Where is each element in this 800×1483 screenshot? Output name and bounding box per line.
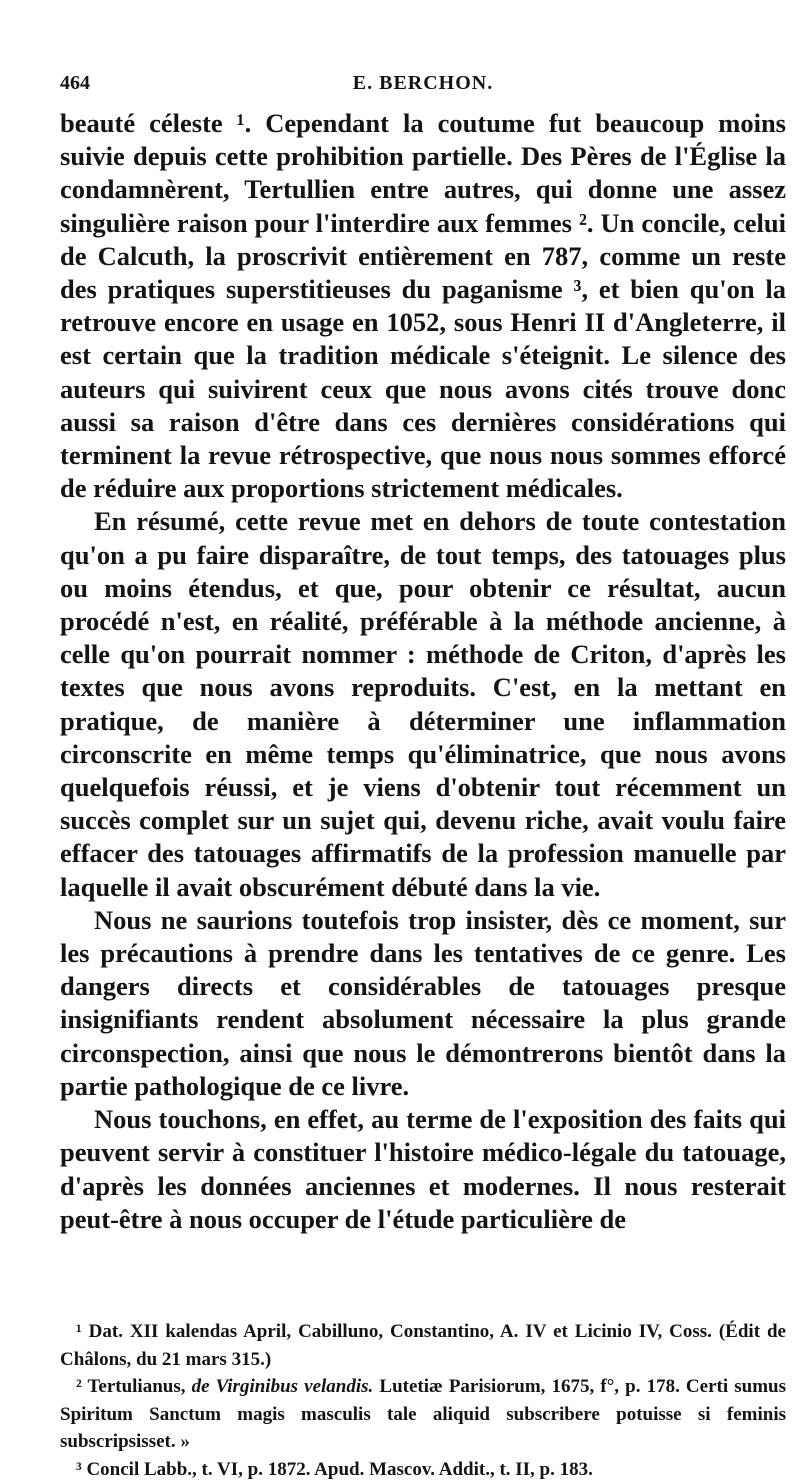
paragraph-1: beauté céleste ¹. Cependant la coutume fut beaucoup moins suivie depuis cette prohibition partielle. Des Pères de l'Église la condamnèrent, Tertullien entre autres, qui donne une assez singulière raison pour l'interdire aux femmes ². Un concile, celui de Calcuth, la proscrivit entièrement en 787, comme un reste des pratiques superstitieuses du paganisme ³, et bien qu'on la retrouve encore en usage en 1052, sous Henri II d'Angleterre, il est certain que la tradition médicale s'éteignit. Le silence des auteurs qui suivirent ceux que nous avons cités trouve donc aussi sa raison d'être dans ces dernières considérations qui terminent la revue rétrospective, que nous nous sommes efforcé de réduire aux proportions strictement médicales. xyxy=(60,107,786,505)
page-header xyxy=(60,72,786,100)
footnote-2-title: de Virginibus velandis. xyxy=(192,1376,374,1397)
footnote-2 xyxy=(60,1373,786,1456)
footnote-2-rest: Lutetiæ Parisiorum, 1675, f°, p. 178. Certi sumus Spiritum Sanctum magis masculis tale aliquid subscribere potuisse si feminis subscripsisset. » xyxy=(60,1376,786,1452)
footnote-2-author: ² Tertulianus, xyxy=(76,1376,192,1397)
page-number: 464 xyxy=(60,72,90,95)
running-title: E. BERCHON. xyxy=(60,72,786,95)
footnote-3: ³ Concil Labb., t. VI, p. 1872. Apud. Mascov. Addit., t. II, p. 183. xyxy=(60,1456,786,1483)
footnote-1: ¹ Dat. XII kalendas April, Cabilluno, Constantino, A. IV et Licinio IV, Coss. (Édit de Châlons, du 21 mars 315.) xyxy=(60,1318,786,1373)
main-text xyxy=(60,107,786,1236)
paragraph-2: En résumé, cette revue met en dehors de toute contestation qu'on a pu faire disparaître, de tout temps, des tatouages plus ou moins étendus, et que, pour obtenir ce résultat, aucun procédé n'est, en réalité, préférable à la méthode ancienne, à celle qu'on pourrait nommer : méthode de Criton, d'après les textes que nous avons reproduits. C'est, en la mettant en pratique, de manière à déterminer une inflammation circonscrite en même temps qu'éliminatrice, que nous avons quelquefois réussi, et je viens d'obtenir tout récemment un succès complet sur un sujet qui, devenu riche, avait voulu faire effacer des tatouages affirmatifs de la profession manuelle par laquelle il avait obscurément débuté dans la vie. xyxy=(60,505,786,903)
paragraph-3: Nous ne saurions toutefois trop insister, dès ce moment, sur les précautions à prendre dans les tentatives de ce genre. Les dangers directs et considérables de tatouages presque insignifiants rendent absolument nécessaire la plus grande circonspection, ainsi que nous le démontrerons bientôt dans la partie pathologique de ce livre. xyxy=(60,904,786,1103)
paragraph-4: Nous touchons, en effet, au terme de l'exposition des faits qui peuvent servir à constituer l'histoire médico-légale du tatouage, d'après les données anciennes et modernes. Il nous resterait peut-être à nous occuper de l'étude particulière de xyxy=(60,1103,786,1236)
footnotes xyxy=(60,1318,786,1483)
